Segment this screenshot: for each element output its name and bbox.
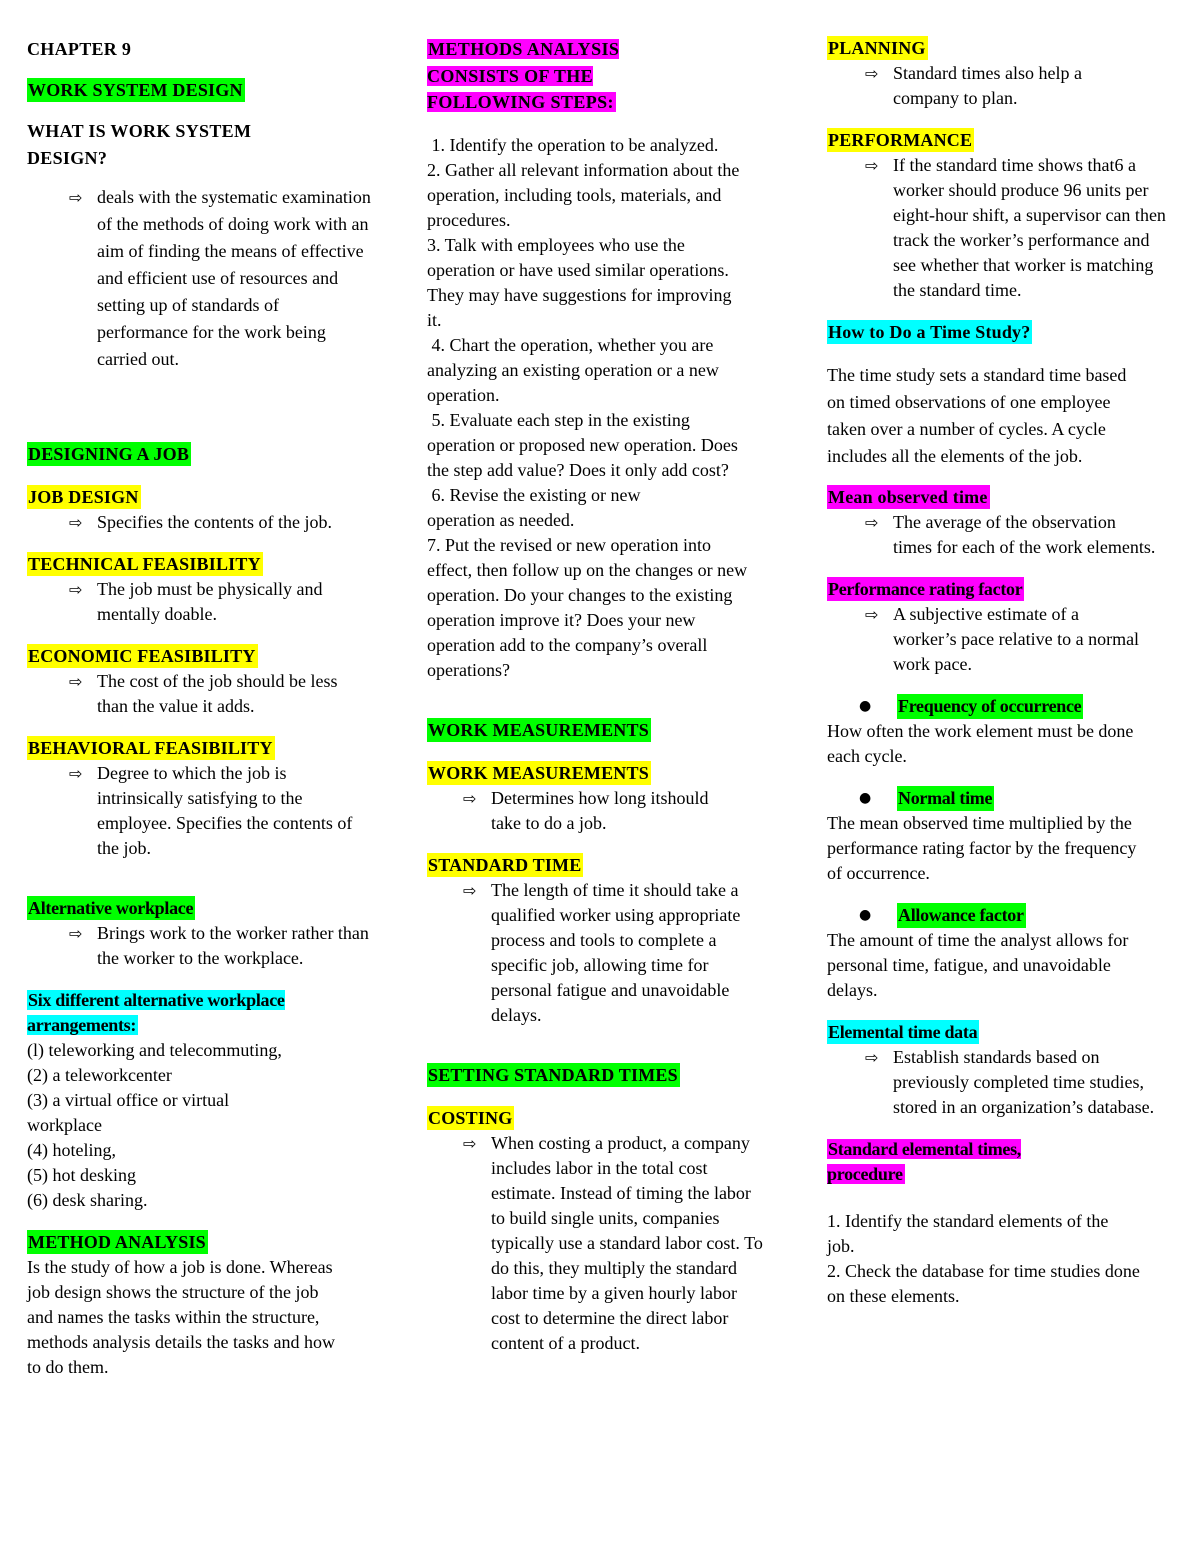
heading-job-design: JOB DESIGN: [28, 487, 139, 507]
steps-list: [427, 133, 757, 683]
heading-performance: PERFORMANCE: [828, 130, 973, 150]
arrow-icon: ⇨: [865, 64, 879, 83]
list-item: 6. Revise the existing or new operation as needed.: [427, 484, 645, 530]
list-item: ⇨ The average of the observation times for each of the work elements.: [827, 510, 1177, 560]
heading-setting-standard-times: SETTING STANDARD TIMES: [428, 1064, 678, 1085]
list-item: ⇨ Establish standards based on previously completed time studies, stored in an organization’s database.: [827, 1045, 1177, 1120]
list-item: ⇨ A subjective estimate of a worker’s pace relative to a normal work pace.: [827, 602, 1177, 677]
chapter-title: CHAPTER 9: [27, 39, 132, 59]
list-item: 7. Put the revised or new operation into effect, then follow up on the changes or new operation. Do your changes to the existing operation improve it? Does your new operation add to the company’s overall operations?: [427, 534, 752, 680]
list-item: (3) a virtual office or virtual workplace: [27, 1090, 230, 1135]
arrow-icon: ⇨: [69, 513, 83, 532]
normal-time-body: The mean observed time multiplied by the performance rating factor by the frequency of occurrence.: [827, 813, 1137, 883]
arrow-icon: ⇨: [69, 580, 83, 599]
arrow-icon: ⇨: [463, 1133, 477, 1153]
list-item: ⇨ Standard times also help a company to plan.: [827, 61, 1177, 111]
arrow-icon: ⇨: [69, 188, 83, 207]
heading-six-arrangements: Six different alternative workplace arrangements:: [27, 990, 285, 1035]
list-item: ⇨ The job must be physically and mentally doable.: [27, 577, 372, 627]
heading-mean-observed: Mean observed time: [828, 487, 988, 507]
heading-technical-feasibility: TECHNICAL FEASIBILITY: [28, 554, 261, 574]
arrow-icon: ⇨: [463, 880, 477, 900]
list-item: ⇨ Degree to which the job is intrinsically satisfying to the employee. Specifies the contents of the job.: [27, 761, 372, 861]
list-item: 2. Check the database for time studies done on these elements.: [827, 1261, 1140, 1306]
heading-elemental: Elemental time data: [828, 1022, 978, 1042]
heading-designing-a-job: DESIGNING A JOB: [28, 444, 190, 464]
arrow-icon: ⇨: [865, 605, 879, 624]
list-item: ⇨ If the standard time shows that6 a worker should produce 96 units per eight-hour shift, a supervisor can then track the worker’s performance and see whether that worker is matching the standard time.: [827, 153, 1177, 303]
list-item: 3. Talk with employees who use the operation or have used similar operations. They may have suggestions for improving it.: [427, 234, 736, 330]
arrangements-list: [27, 1038, 372, 1213]
arrow-icon: ⇨: [865, 513, 879, 532]
list-item: ⇨ Specifies the contents of the job.: [27, 510, 372, 535]
heading-performance-rating: Performance rating factor: [828, 579, 1023, 599]
heading-standard-elemental: Standard elemental times, procedure: [827, 1139, 1021, 1184]
heading-economic-feasibility: ECONOMIC FEASIBILITY: [28, 646, 256, 666]
list-item: ⇨ Determines how long itshould take to do a job.: [427, 786, 767, 836]
column-1: [27, 36, 372, 1380]
arrow-icon: ⇨: [463, 788, 477, 808]
how-to-body: The time study sets a standard time based on timed observations of one employee taken over a number of cycles. A cycle includes all the elements of the job.: [827, 365, 1127, 466]
frequency-body: How often the work element must be done each cycle.: [827, 721, 1134, 766]
list-item: (l) teleworking and telecommuting,: [27, 1040, 282, 1060]
heading-alternative-workplace: Alternative workplace: [28, 898, 194, 918]
method-analysis-body: Is the study of how a job is done. Whereas job design shows the structure of the job and names the tasks within the structure, methods analysis details the tasks and how to do them.: [27, 1257, 335, 1377]
list-item: (6) desk sharing.: [27, 1190, 148, 1210]
bullet-frequency: ● Frequency of occurrence: [827, 694, 1177, 719]
list-item: (5) hot desking: [27, 1165, 136, 1185]
heading-how-to: How to Do a Time Study?: [828, 322, 1031, 342]
list-item: ⇨ The length of time it should take a qualified worker using appropriate process and tools to complete a specific job, allowing time for personal fatigue and unavoidable delays.: [427, 878, 767, 1028]
heading-what-is: WHAT IS WORK SYSTEM DESIGN?: [27, 121, 252, 168]
list-item: 5. Evaluate each step in the existing operation or proposed new operation. Does the step add value? Does it only add cost?: [427, 409, 743, 480]
heading-behavioral-feasibility: BEHAVIORAL FEASIBILITY: [28, 738, 273, 758]
list-item: ⇨ Brings work to the worker rather than the worker to the workplace.: [27, 921, 372, 971]
list-item: 4. Chart the operation, whether you are analyzing an existing operation or a new operation.: [427, 334, 724, 405]
list-item: (2) a teleworkcenter: [27, 1065, 172, 1085]
list-item: 2. Gather all relevant information about the operation, including tools, materials, and procedures.: [427, 159, 744, 230]
list-item: ⇨ The cost of the job should be less than the value it adds.: [27, 669, 372, 719]
heading-work-system-design: WORK SYSTEM DESIGN: [28, 80, 243, 100]
arrow-icon: ⇨: [69, 924, 83, 943]
bullet-normal-time: ● Normal time: [827, 786, 1177, 811]
allowance-body: The amount of time the analyst allows for personal time, fatigue, and unavoidable delays.: [827, 930, 1129, 1000]
heading-standard-time: STANDARD TIME: [428, 854, 582, 875]
bullet-icon: ●: [859, 907, 872, 923]
heading-planning: PLANNING: [828, 38, 926, 58]
arrow-icon: ⇨: [69, 764, 83, 783]
list-item: (4) hoteling,: [27, 1140, 116, 1160]
heading-work-measurements-green: WORK MEASUREMENTS: [428, 719, 649, 740]
arrow-icon: ⇨: [69, 672, 83, 691]
bullet-icon: ●: [859, 698, 872, 714]
column-3: [827, 36, 1177, 1309]
heading-costing: COSTING: [428, 1107, 513, 1128]
heading-methods-steps: METHODS ANALYSIS CONSISTS OF THE FOLLOWING STEPS:: [427, 39, 620, 112]
heading-work-measurements-yellow: WORK MEASUREMENTS: [428, 762, 649, 783]
heading-method-analysis: METHOD ANALYSIS: [28, 1232, 206, 1252]
procedure-list: [827, 1209, 1157, 1309]
list-item: ⇨ deals with the systematic examination of the methods of doing work with an aim of finding the means of effective and efficient use of resources and setting up of standards of performance for the work being carried out.: [27, 184, 372, 373]
bullet-allowance: ● Allowance factor: [827, 903, 1177, 928]
arrow-icon: ⇨: [865, 156, 879, 175]
bullet-icon: ●: [859, 790, 872, 806]
list-item: ⇨ When costing a product, a company includes labor in the total cost estimate. Instead of timing the labor to build single units, companies typically use a standard labor cost. To do this, they multiply the standard labor time by a given hourly labor cost to determine the direct labor content of a product.: [427, 1131, 767, 1356]
list-item: 1. Identify the standard elements of the job.: [827, 1211, 1109, 1256]
arrow-icon: ⇨: [865, 1048, 879, 1067]
column-2: [427, 36, 767, 1356]
list-item: 1. Identify the operation to be analyzed.: [427, 134, 719, 155]
